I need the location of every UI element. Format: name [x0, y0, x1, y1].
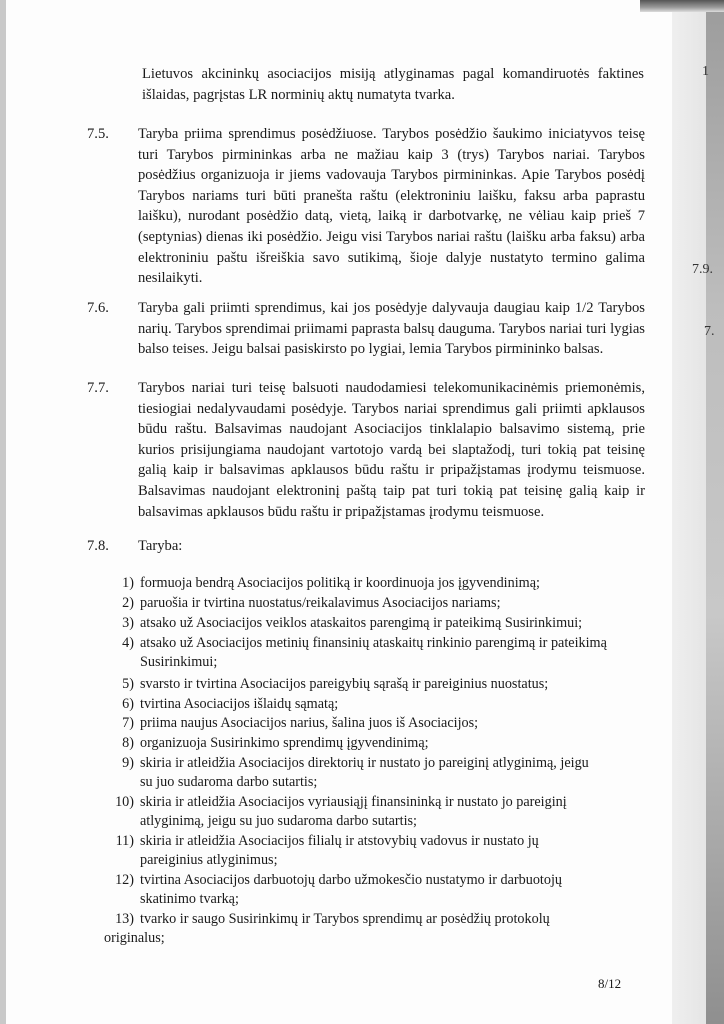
list-item-number: 7) [122, 715, 134, 731]
side-mark: 7. [704, 324, 715, 339]
list-item-text: priima naujus Asociacijos narius, šalina juos iš Asociacijos; [140, 715, 479, 731]
list-item [108, 832, 648, 870]
section-number: 7.5. [87, 126, 109, 142]
list-item [108, 614, 648, 633]
list-item-number: 3) [122, 615, 134, 631]
list-item-number: 6) [122, 696, 134, 712]
section-number: 7.7. [87, 380, 109, 396]
list-item-text-continued: skatinimo tvarką; [140, 891, 239, 908]
page-left-edge [0, 0, 6, 1024]
list-item [108, 574, 648, 593]
binding-shadow [706, 0, 724, 1024]
list-item-text: skiria ir atleidžia Asociacijos filialų ir atstovybių vadovus ir nustato jų [140, 833, 539, 849]
list-item-text: tvarko ir saugo Susirinkimų ir Tarybos sprendimų ar posėdžių protokolų [140, 911, 550, 927]
list-item-number: 1) [122, 575, 134, 591]
list-item [108, 793, 648, 831]
list-item-number: 13) [115, 911, 134, 927]
side-mark: 1 [702, 64, 709, 79]
list-item [108, 634, 648, 672]
list-item [108, 714, 648, 733]
section-text: Taryba priima sprendimus posėdžiuose. Tarybos posėdžio šaukimo iniciatyvos teisę turi Tarybos pirmininkas arba ne mažiau kaip 3 (trys) Tarybos nariai. Tarybos posėdžius organizuoja ir jiems vadovauja Tarybos pirmininkas. Apie Tarybos posėdį Tarybos nariams turi būti pranešta raštu (elektroniniu laišku, faksu arba paprastu laišku), nurodant posėdžio datą, vietą, laiką ir darbotvarkę, ne vėliau kaip prieš 7 (septynias) dienas iki posėdžio. Jeigu visi Tarybos nariai raštu (laišku arba faksu) arba elektroniniu paštu išreiškia savo sutikimą, šioje dalyje nustatyto termino galima nesilaikyti. [138, 126, 645, 287]
list-item-number: 8) [122, 735, 134, 751]
list-item-text-continued: su juo sudaroma darbo sutartis; [140, 774, 318, 791]
list-item-number: 11) [115, 833, 134, 849]
list-item-text: skiria ir atleidžia Asociacijos vyriausiąjį finansininką ir nustato jo pareiginį [140, 794, 567, 810]
list-item [108, 675, 648, 694]
section-number: 7.8. [87, 538, 109, 554]
list-item-text: tvirtina Asociacijos išlaidų sąmatą; [140, 696, 339, 712]
list-item [108, 871, 648, 909]
list-item-number: 9) [122, 755, 134, 771]
list-item-number: 5) [122, 676, 134, 692]
section-text: Taryba gali priimti sprendimus, kai jos posėdyje dalyvauja daugiau kaip 1/2 Tarybos narių. Tarybos sprendimai priimami paprasta balsų dauguma. Tarybos nariai turi lygias balso teises. Jeigu balsai pasiskirsto po lygiai, lemia Tarybos pirmininko balsas. [138, 300, 645, 358]
list-item-number: 2) [122, 595, 134, 611]
list-item [108, 734, 648, 753]
list-item [108, 594, 648, 613]
list-item-text: svarsto ir tvirtina Asociacijos pareigybių sąrašą ir pareiginius nuostatus; [140, 676, 549, 692]
section-number: 7.6. [87, 300, 109, 316]
side-mark: 7.9. [692, 262, 713, 277]
list-item-text: atsako už Asociacijos veiklos ataskaitos parengimą ir pateikimą Susirinkimui; [140, 615, 583, 631]
list-item-number: 4) [122, 635, 134, 651]
list-item [108, 695, 648, 714]
list-item-text: paruošia ir tvirtina nuostatus/reikalavimus Asociacijos nariams; [140, 595, 501, 611]
top-shadow [640, 0, 724, 12]
list-item-text: skiria ir atleidžia Asociacijos direktorių ir nustato jo pareiginį atlyginimą, jeigu [140, 755, 589, 771]
section-text: Taryba: [138, 538, 183, 554]
list-item-text: tvirtina Asociacijos darbuotojų darbo užmokesčio nustatymo ir darbuotojų [140, 872, 562, 888]
list-item-text-continued: pareiginius atlyginimus; [140, 852, 278, 869]
list-item-text-continued: Susirinkimui; [140, 654, 218, 671]
list-item [108, 754, 648, 792]
section-text: Tarybos nariai turi teisę balsuoti naudodamiesi telekomunikacinėmis priemonėmis, tiesiogiai nedalyvaudami posėdyje. Tarybos nariai sprendimus gali priimti apklausos būdu raštu. Balsavimas naudojant Asociacijos tinklalapio balsavimo sistemą, prie kurios prisijungiama naudojant vartotojo vardą bei slaptažodį, turi tokią pat teisinę galią kaip ir balsavimas apklausos būdu raštu ir pripažįstamas įrodymu teismuose. Balsavimas naudojant elektroninį paštą taip pat turi tokią pat teisinę galią kaip ir balsavimas apklausos būdu raštu ir pripažįstamas įrodymu teismuose. [138, 380, 645, 520]
list-item-continued: originalus; [104, 930, 165, 946]
list-item-text: atsako už Asociacijos metinių finansinių ataskaitų rinkinio parengimą ir pateikimą [140, 635, 607, 651]
list-item [108, 910, 648, 929]
intro-paragraph: Lietuvos akcininkų asociacijos misiją atlyginamas pagal komandiruotės faktines išlaidas, pagrįstas LR norminių aktų numatyta tvarka. [142, 66, 644, 103]
list-item-number: 12) [115, 872, 134, 888]
list-item-number: 10) [115, 794, 134, 810]
list-item-text: organizuoja Susirinkimo sprendimų įgyvendinimą; [140, 735, 429, 751]
list-item-text: formuoja bendrą Asociacijos politiką ir koordinuoja jos įgyvendinimą; [140, 575, 540, 591]
page-number: 8/12 [598, 976, 622, 991]
list-item-text-continued: atlyginimą, jeigu su juo sudaroma darbo sutartis; [140, 813, 418, 830]
